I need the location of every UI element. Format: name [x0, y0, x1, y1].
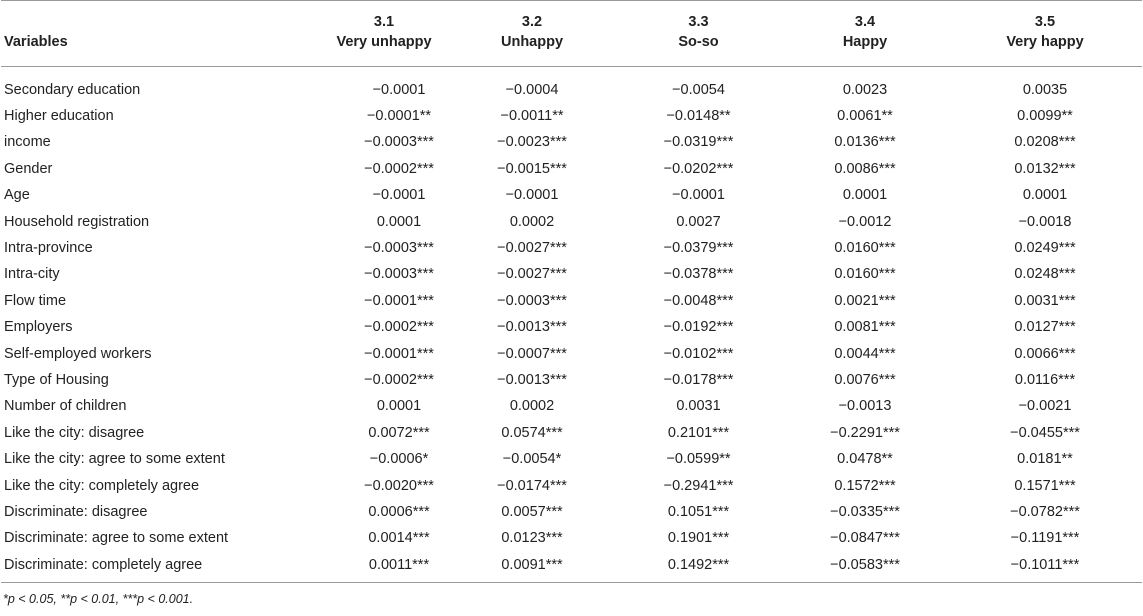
value-text: −0.0004	[505, 81, 559, 98]
table-row	[1, 130, 1142, 156]
value-cell	[615, 315, 782, 341]
value-text: 0.0006***	[368, 503, 430, 520]
value-cell	[615, 367, 782, 393]
value-text: −0.2941***	[663, 477, 734, 494]
value-text: 0.0035	[1022, 81, 1068, 98]
value-text: −0.0013***	[497, 319, 567, 336]
value-cell	[319, 341, 449, 367]
value-cell	[782, 209, 948, 235]
value-text: 0.0002	[509, 213, 555, 230]
header-cell: Very happy	[1006, 34, 1084, 50]
value-cell	[449, 183, 615, 209]
value-cell	[449, 499, 615, 525]
header-cell-variables: Variables	[4, 34, 68, 50]
value-text: −0.0027***	[497, 266, 567, 283]
value-cell	[948, 130, 1142, 156]
value-cell	[615, 394, 782, 420]
table-row	[1, 341, 1142, 367]
value-cell	[948, 235, 1142, 261]
table-row	[1, 552, 1142, 583]
variable-name-cell: Intra-city	[4, 266, 60, 283]
value-cell	[449, 473, 615, 499]
value-text: −0.0319***	[663, 134, 734, 151]
value-text: −0.0001	[372, 81, 426, 98]
value-cell	[319, 315, 449, 341]
value-text: 0.0057***	[501, 503, 563, 520]
value-cell	[615, 235, 782, 261]
value-text: −0.0011**	[500, 108, 564, 125]
value-text: 0.0001	[842, 187, 888, 204]
value-text: −0.0001**	[366, 108, 432, 125]
value-cell	[782, 420, 948, 446]
value-cell	[782, 262, 948, 288]
variable-name-cell: Discriminate: agree to some extent	[4, 530, 229, 547]
value-cell	[782, 156, 948, 182]
value-text: −0.0583***	[830, 556, 900, 573]
table-row	[1, 420, 1142, 446]
value-text: −0.0048***	[663, 292, 734, 309]
value-text: −0.0378***	[663, 266, 734, 283]
variable-name-cell: Type of Housing	[4, 371, 109, 388]
value-cell	[948, 367, 1142, 393]
variable-name-cell: Employers	[4, 319, 73, 336]
value-cell	[782, 130, 948, 156]
table-row	[1, 499, 1142, 525]
value-cell	[449, 209, 615, 235]
value-cell	[449, 420, 615, 446]
value-text: 0.0061**	[837, 108, 893, 125]
value-cell	[319, 526, 449, 552]
variable-name-cell: Household registration	[4, 213, 150, 230]
value-cell	[782, 235, 948, 261]
footnote-text: *p < 0.05, **p < 0.01, ***p < 0.001.	[3, 592, 194, 607]
value-cell	[449, 394, 615, 420]
value-cell	[782, 526, 948, 552]
value-cell	[449, 156, 615, 182]
value-text: 0.0031	[676, 398, 721, 415]
value-text: −0.0102***	[663, 345, 734, 362]
header-cell: 3.1	[373, 14, 395, 30]
table-row	[1, 262, 1142, 288]
value-text: −0.0202***	[663, 160, 734, 177]
value-text: 0.0027	[676, 213, 721, 230]
value-cell	[449, 526, 615, 552]
value-text: 0.0478**	[837, 451, 893, 468]
value-text: −0.0178***	[663, 371, 734, 388]
value-text: −0.0015***	[497, 160, 567, 177]
value-cell	[449, 288, 615, 314]
header-cell: 3.4	[854, 14, 876, 30]
value-text: 0.0023	[842, 81, 888, 98]
value-text: −0.0006*	[369, 451, 429, 468]
value-text: 0.0136***	[834, 134, 896, 151]
value-cell	[948, 552, 1142, 583]
value-text: 0.2101***	[667, 424, 730, 441]
value-text: 0.0076***	[834, 371, 896, 388]
variable-name-cell: Like the city: completely agree	[4, 477, 200, 494]
value-cell	[782, 552, 948, 583]
value-cell	[319, 209, 449, 235]
value-cell	[615, 420, 782, 446]
value-cell	[615, 67, 782, 104]
variable-name-cell: Discriminate: completely agree	[4, 556, 203, 573]
value-cell	[948, 288, 1142, 314]
table-row	[1, 156, 1142, 182]
table-row	[1, 235, 1142, 261]
value-text: 0.1051***	[667, 503, 730, 520]
value-cell	[615, 341, 782, 367]
header-cell: So-so	[678, 34, 719, 50]
value-text: −0.0012	[838, 213, 892, 230]
value-cell	[449, 262, 615, 288]
value-text: 0.0132***	[1014, 160, 1076, 177]
value-text: −0.0018	[1018, 213, 1072, 230]
header-cell: Very unhappy	[336, 34, 432, 50]
value-cell	[948, 420, 1142, 446]
value-cell	[449, 103, 615, 129]
value-text: 0.0181**	[1017, 451, 1073, 468]
header-cell	[1, 1, 319, 31]
value-text: −0.0054	[672, 81, 725, 98]
variable-name-cell: Flow time	[4, 292, 67, 309]
value-cell	[615, 103, 782, 129]
value-cell	[449, 367, 615, 393]
value-cell	[948, 209, 1142, 235]
value-cell	[615, 262, 782, 288]
value-text: 0.0208***	[1014, 134, 1076, 151]
table-body	[1, 67, 1142, 583]
variable-name-cell: Like the city: agree to some extent	[4, 451, 225, 468]
value-text: 0.0021***	[834, 292, 896, 309]
value-text: −0.0013	[838, 398, 892, 415]
value-cell	[948, 526, 1142, 552]
value-text: 0.0014***	[368, 530, 430, 547]
table-row	[1, 315, 1142, 341]
value-cell	[948, 156, 1142, 182]
value-cell	[782, 446, 948, 472]
value-text: 0.0248***	[1014, 266, 1076, 283]
value-text: 0.0011***	[368, 556, 430, 573]
value-cell	[319, 288, 449, 314]
value-text: 0.1901***	[667, 530, 730, 547]
value-text: −0.1191***	[1010, 530, 1080, 547]
table-row	[1, 526, 1142, 552]
value-cell	[948, 446, 1142, 472]
variable-name-cell: Self-employed workers	[4, 345, 152, 362]
value-cell	[449, 446, 615, 472]
value-text: 0.0091***	[501, 556, 563, 573]
value-cell	[449, 235, 615, 261]
value-cell	[319, 499, 449, 525]
value-cell	[319, 367, 449, 393]
value-text: 0.0099**	[1017, 108, 1073, 125]
value-cell	[615, 156, 782, 182]
value-text: −0.0002***	[364, 371, 434, 388]
value-cell	[615, 552, 782, 583]
variable-name-cell: Intra-province	[4, 240, 93, 257]
value-cell	[782, 67, 948, 104]
header-row-numbers	[1, 1, 1142, 31]
value-cell	[449, 67, 615, 104]
value-cell	[449, 552, 615, 583]
table-row	[1, 367, 1142, 393]
variable-name-cell: Discriminate: disagree	[4, 503, 148, 520]
value-cell	[449, 130, 615, 156]
value-text: −0.0003***	[364, 266, 434, 283]
value-text: −0.2291***	[830, 424, 900, 441]
value-text: 0.0001	[376, 398, 422, 415]
table-row	[1, 183, 1142, 209]
value-cell	[319, 473, 449, 499]
value-cell	[782, 315, 948, 341]
value-cell	[782, 367, 948, 393]
value-text: 0.0044***	[834, 345, 896, 362]
value-text: −0.0003***	[497, 292, 567, 309]
variable-name-cell: Higher education	[4, 108, 114, 125]
table-row	[1, 209, 1142, 235]
value-text: −0.0001	[372, 187, 426, 204]
value-cell	[319, 67, 449, 104]
table-row	[1, 288, 1142, 314]
value-text: −0.0001	[505, 187, 559, 204]
value-cell	[948, 315, 1142, 341]
variable-name-cell: Number of children	[4, 398, 127, 415]
value-cell	[615, 446, 782, 472]
results-table	[1, 0, 1142, 583]
value-text: 0.0123***	[501, 530, 563, 547]
value-cell	[948, 341, 1142, 367]
value-cell	[782, 103, 948, 129]
value-text: 0.0001	[1022, 187, 1068, 204]
table-header	[1, 1, 1142, 67]
value-cell	[319, 262, 449, 288]
value-cell	[782, 394, 948, 420]
value-cell	[319, 103, 449, 129]
footnote	[0, 583, 1143, 606]
value-cell	[782, 341, 948, 367]
value-cell	[948, 473, 1142, 499]
value-text: −0.0335***	[830, 503, 900, 520]
value-cell	[449, 315, 615, 341]
variable-name-cell: Age	[4, 187, 30, 204]
value-text: −0.0002***	[364, 319, 434, 336]
value-text: −0.0192***	[663, 319, 734, 336]
value-cell	[948, 67, 1142, 104]
value-text: 0.0031***	[1014, 292, 1076, 309]
variable-name-cell: Like the city: disagree	[4, 424, 145, 441]
value-text: −0.0003***	[364, 134, 434, 151]
table-row	[1, 446, 1142, 472]
value-text: −0.0013***	[497, 371, 567, 388]
value-cell	[948, 183, 1142, 209]
value-text: 0.1572***	[834, 477, 896, 494]
value-text: −0.0379***	[663, 240, 734, 257]
value-cell	[319, 183, 449, 209]
value-text: 0.0160***	[834, 266, 896, 283]
variable-name-cell: Gender	[4, 160, 53, 177]
value-cell	[615, 209, 782, 235]
table-row	[1, 103, 1142, 129]
value-text: −0.0782***	[1010, 503, 1080, 520]
value-cell	[782, 499, 948, 525]
value-cell	[319, 130, 449, 156]
value-cell	[948, 499, 1142, 525]
value-cell	[615, 288, 782, 314]
value-text: 0.0160***	[834, 240, 896, 257]
value-cell	[948, 103, 1142, 129]
value-text: 0.0002	[509, 398, 555, 415]
header-cell: Happy	[842, 34, 888, 50]
value-text: 0.0116***	[1014, 371, 1076, 388]
value-text: 0.0249***	[1014, 240, 1076, 257]
value-cell	[615, 473, 782, 499]
value-text: 0.0086***	[834, 160, 896, 177]
value-text: −0.0020***	[364, 477, 434, 494]
variable-name-cell: Secondary education	[4, 81, 141, 98]
value-text: −0.0847***	[830, 530, 900, 547]
value-cell	[449, 341, 615, 367]
header-cell: 3.5	[1034, 14, 1056, 30]
header-cell: Unhappy	[500, 34, 564, 50]
value-text: −0.0021	[1018, 398, 1072, 415]
value-cell	[615, 499, 782, 525]
value-cell	[319, 552, 449, 583]
value-text: 0.0001	[376, 213, 422, 230]
table-row	[1, 394, 1142, 420]
value-text: −0.0007***	[497, 345, 567, 362]
table-row	[1, 473, 1142, 499]
value-text: −0.0455***	[1010, 424, 1080, 441]
value-text: −0.0003***	[364, 240, 434, 257]
value-text: 0.0066***	[1014, 345, 1076, 362]
value-text: −0.0174***	[497, 477, 567, 494]
table-row	[1, 67, 1142, 104]
value-text: 0.0081***	[834, 319, 896, 336]
value-text: −0.0599**	[666, 451, 731, 468]
value-text: 0.0072***	[368, 424, 430, 441]
value-text: −0.0001***	[364, 292, 434, 309]
value-cell	[319, 446, 449, 472]
value-text: −0.0023***	[497, 134, 567, 151]
value-cell	[319, 420, 449, 446]
header-row-labels	[1, 30, 1142, 67]
header-cell: 3.2	[521, 14, 543, 30]
value-cell	[615, 526, 782, 552]
value-cell	[782, 473, 948, 499]
header-cell: 3.3	[688, 14, 709, 30]
value-cell	[319, 235, 449, 261]
value-text: −0.0001***	[364, 345, 434, 362]
value-text: 0.0127***	[1014, 319, 1076, 336]
value-text: −0.0148**	[666, 108, 731, 125]
value-text: −0.0054*	[502, 451, 562, 468]
value-text: −0.0002***	[364, 160, 434, 177]
value-cell	[319, 156, 449, 182]
value-text: 0.1492***	[667, 556, 730, 573]
variable-name-cell: income	[4, 134, 51, 151]
value-text: −0.0027***	[497, 240, 567, 257]
value-cell	[782, 183, 948, 209]
value-cell	[615, 130, 782, 156]
value-cell	[948, 394, 1142, 420]
value-text: −0.0001	[672, 187, 725, 204]
value-text: 0.1571***	[1014, 477, 1076, 494]
value-cell	[319, 394, 449, 420]
value-text: 0.0574***	[501, 424, 563, 441]
value-text: −0.1011***	[1010, 556, 1080, 573]
value-cell	[615, 183, 782, 209]
value-cell	[782, 288, 948, 314]
value-cell	[948, 262, 1142, 288]
